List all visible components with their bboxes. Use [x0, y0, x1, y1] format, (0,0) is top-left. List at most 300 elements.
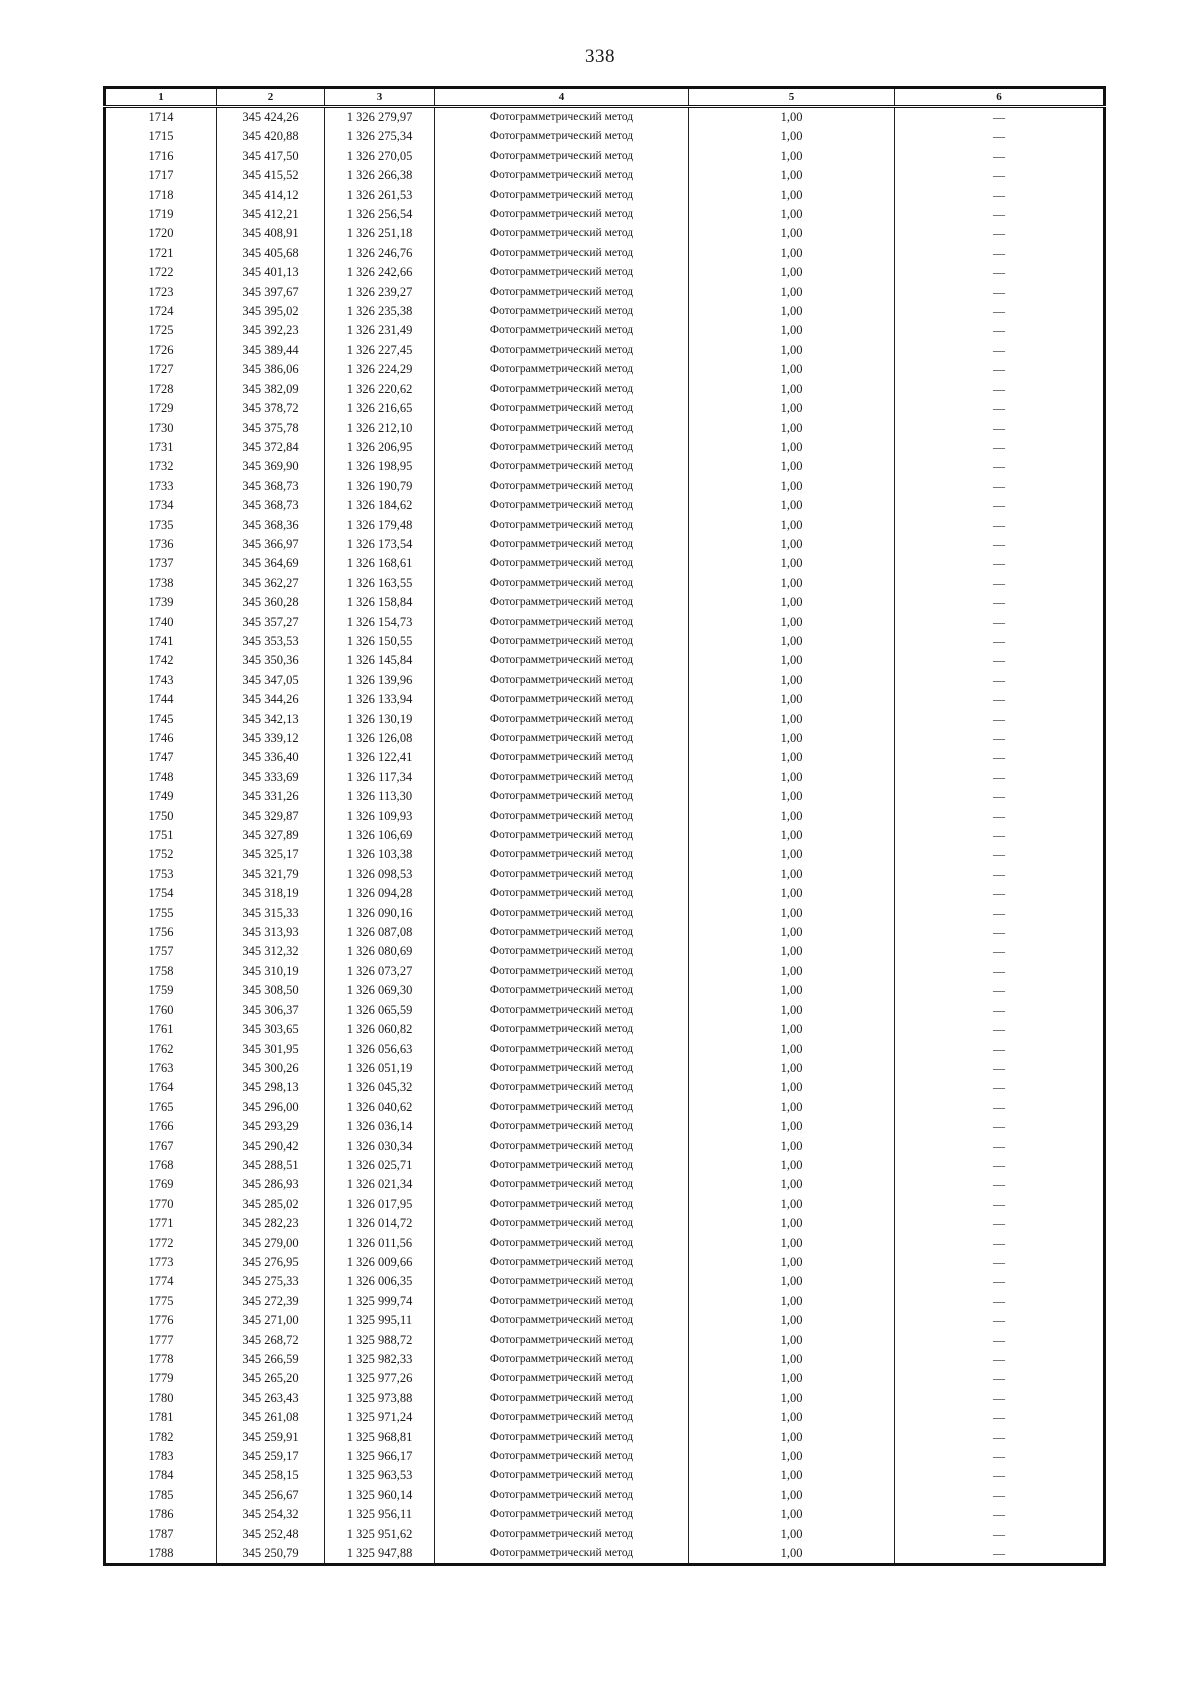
point-number-cell: 1787 [105, 1525, 217, 1544]
table-row [105, 380, 1105, 399]
description-cell: — [895, 438, 1105, 457]
x-coordinate-cell: 345 288,51 [217, 1156, 325, 1175]
description-cell: — [895, 205, 1105, 224]
x-coordinate-cell: 345 275,33 [217, 1272, 325, 1291]
column-header-4: 4 [435, 88, 689, 107]
x-coordinate-cell: 345 401,13 [217, 263, 325, 282]
table-row [105, 1466, 1105, 1485]
table-row [105, 1292, 1105, 1311]
accuracy-cell: 1,00 [689, 1098, 895, 1117]
point-number-cell: 1737 [105, 554, 217, 573]
table-row [105, 865, 1105, 884]
method-cell: Фотограмметрический метод [435, 302, 689, 321]
accuracy-cell: 1,00 [689, 1156, 895, 1175]
method-cell: Фотограмметрический метод [435, 1486, 689, 1505]
method-cell: Фотограмметрический метод [435, 1156, 689, 1175]
description-cell: — [895, 496, 1105, 515]
x-coordinate-cell: 345 285,02 [217, 1195, 325, 1214]
description-cell: — [895, 1505, 1105, 1524]
y-coordinate-cell: 1 326 009,66 [325, 1253, 435, 1272]
y-coordinate-cell: 1 326 133,94 [325, 690, 435, 709]
description-cell: — [895, 1020, 1105, 1039]
point-number-cell: 1774 [105, 1272, 217, 1291]
description-cell: — [895, 884, 1105, 903]
table-row [105, 1525, 1105, 1544]
accuracy-cell: 1,00 [689, 1311, 895, 1330]
method-cell: Фотограмметрический метод [435, 438, 689, 457]
y-coordinate-cell: 1 325 999,74 [325, 1292, 435, 1311]
accuracy-cell: 1,00 [689, 845, 895, 864]
x-coordinate-cell: 345 300,26 [217, 1059, 325, 1078]
description-cell: — [895, 380, 1105, 399]
y-coordinate-cell: 1 325 988,72 [325, 1331, 435, 1350]
accuracy-cell: 1,00 [689, 107, 895, 128]
description-cell: — [895, 283, 1105, 302]
point-number-cell: 1719 [105, 205, 217, 224]
x-coordinate-cell: 345 417,50 [217, 147, 325, 166]
accuracy-cell: 1,00 [689, 865, 895, 884]
x-coordinate-cell: 345 347,05 [217, 671, 325, 690]
y-coordinate-cell: 1 325 973,88 [325, 1389, 435, 1408]
y-coordinate-cell: 1 326 246,76 [325, 244, 435, 263]
x-coordinate-cell: 345 382,09 [217, 380, 325, 399]
x-coordinate-cell: 345 293,29 [217, 1117, 325, 1136]
table-row [105, 1389, 1105, 1408]
y-coordinate-cell: 1 326 261,53 [325, 186, 435, 205]
method-cell: Фотограмметрический метод [435, 981, 689, 1000]
x-coordinate-cell: 345 296,00 [217, 1098, 325, 1117]
table-row [105, 1428, 1105, 1447]
description-cell: — [895, 1001, 1105, 1020]
accuracy-cell: 1,00 [689, 1195, 895, 1214]
method-cell: Фотограмметрический метод [435, 496, 689, 515]
table-row [105, 671, 1105, 690]
description-cell: — [895, 1137, 1105, 1156]
method-cell: Фотограмметрический метод [435, 224, 689, 243]
table-row [105, 516, 1105, 535]
x-coordinate-cell: 345 313,93 [217, 923, 325, 942]
accuracy-cell: 1,00 [689, 1059, 895, 1078]
table-row [105, 1078, 1105, 1097]
x-coordinate-cell: 345 329,87 [217, 807, 325, 826]
point-number-cell: 1731 [105, 438, 217, 457]
description-cell: — [895, 321, 1105, 340]
table-row [105, 574, 1105, 593]
y-coordinate-cell: 1 326 025,71 [325, 1156, 435, 1175]
accuracy-cell: 1,00 [689, 1544, 895, 1565]
y-coordinate-cell: 1 326 163,55 [325, 574, 435, 593]
table-row [105, 981, 1105, 1000]
x-coordinate-cell: 345 395,02 [217, 302, 325, 321]
accuracy-cell: 1,00 [689, 904, 895, 923]
accuracy-cell: 1,00 [689, 923, 895, 942]
description-cell: — [895, 729, 1105, 748]
accuracy-cell: 1,00 [689, 1040, 895, 1059]
point-number-cell: 1771 [105, 1214, 217, 1233]
x-coordinate-cell: 345 353,53 [217, 632, 325, 651]
point-number-cell: 1718 [105, 186, 217, 205]
point-number-cell: 1730 [105, 419, 217, 438]
x-coordinate-cell: 345 272,39 [217, 1292, 325, 1311]
x-coordinate-cell: 345 368,73 [217, 496, 325, 515]
table-row [105, 1175, 1105, 1194]
method-cell: Фотограмметрический метод [435, 186, 689, 205]
y-coordinate-cell: 1 326 275,34 [325, 127, 435, 146]
point-number-cell: 1770 [105, 1195, 217, 1214]
point-number-cell: 1772 [105, 1234, 217, 1253]
accuracy-cell: 1,00 [689, 399, 895, 418]
x-coordinate-cell: 345 268,72 [217, 1331, 325, 1350]
method-cell: Фотограмметрический метод [435, 107, 689, 128]
description-cell: — [895, 1234, 1105, 1253]
accuracy-cell: 1,00 [689, 496, 895, 515]
x-coordinate-cell: 345 254,32 [217, 1505, 325, 1524]
point-number-cell: 1773 [105, 1253, 217, 1272]
description-cell: — [895, 1078, 1105, 1097]
y-coordinate-cell: 1 326 227,45 [325, 341, 435, 360]
x-coordinate-cell: 345 424,26 [217, 107, 325, 128]
method-cell: Фотограмметрический метод [435, 865, 689, 884]
table-row [105, 554, 1105, 573]
point-number-cell: 1739 [105, 593, 217, 612]
x-coordinate-cell: 345 420,88 [217, 127, 325, 146]
method-cell: Фотограмметрический метод [435, 1214, 689, 1233]
point-number-cell: 1735 [105, 516, 217, 535]
x-coordinate-cell: 345 331,26 [217, 787, 325, 806]
x-coordinate-cell: 345 378,72 [217, 399, 325, 418]
y-coordinate-cell: 1 326 065,59 [325, 1001, 435, 1020]
method-cell: Фотограмметрический метод [435, 1408, 689, 1427]
point-number-cell: 1726 [105, 341, 217, 360]
method-cell: Фотограмметрический метод [435, 1098, 689, 1117]
method-cell: Фотограмметрический метод [435, 1234, 689, 1253]
x-coordinate-cell: 345 360,28 [217, 593, 325, 612]
accuracy-cell: 1,00 [689, 729, 895, 748]
y-coordinate-cell: 1 326 045,32 [325, 1078, 435, 1097]
x-coordinate-cell: 345 327,89 [217, 826, 325, 845]
point-number-cell: 1778 [105, 1350, 217, 1369]
x-coordinate-cell: 345 276,95 [217, 1253, 325, 1272]
x-coordinate-cell: 345 392,23 [217, 321, 325, 340]
description-cell: — [895, 1040, 1105, 1059]
description-cell: — [895, 593, 1105, 612]
x-coordinate-cell: 345 397,67 [217, 283, 325, 302]
method-cell: Фотограмметрический метод [435, 690, 689, 709]
description-cell: — [895, 710, 1105, 729]
method-cell: Фотограмметрический метод [435, 1001, 689, 1020]
y-coordinate-cell: 1 326 017,95 [325, 1195, 435, 1214]
method-cell: Фотограмметрический метод [435, 1195, 689, 1214]
accuracy-cell: 1,00 [689, 1175, 895, 1194]
table-row [105, 768, 1105, 787]
x-coordinate-cell: 345 412,21 [217, 205, 325, 224]
method-cell: Фотограмметрический метод [435, 1137, 689, 1156]
accuracy-cell: 1,00 [689, 787, 895, 806]
method-cell: Фотограмметрический метод [435, 807, 689, 826]
point-number-cell: 1769 [105, 1175, 217, 1194]
accuracy-cell: 1,00 [689, 321, 895, 340]
column-header-2: 2 [217, 88, 325, 107]
x-coordinate-cell: 345 290,42 [217, 1137, 325, 1156]
x-coordinate-cell: 345 303,65 [217, 1020, 325, 1039]
table-row [105, 1331, 1105, 1350]
method-cell: Фотограмметрический метод [435, 1466, 689, 1485]
x-coordinate-cell: 345 250,79 [217, 1544, 325, 1565]
method-cell: Фотограмметрический метод [435, 263, 689, 282]
accuracy-cell: 1,00 [689, 1001, 895, 1020]
table-row [105, 807, 1105, 826]
accuracy-cell: 1,00 [689, 1292, 895, 1311]
table-row [105, 690, 1105, 709]
point-number-cell: 1742 [105, 651, 217, 670]
y-coordinate-cell: 1 326 011,56 [325, 1234, 435, 1253]
point-number-cell: 1746 [105, 729, 217, 748]
method-cell: Фотограмметрический метод [435, 1505, 689, 1524]
point-number-cell: 1749 [105, 787, 217, 806]
method-cell: Фотограмметрический метод [435, 845, 689, 864]
y-coordinate-cell: 1 325 956,11 [325, 1505, 435, 1524]
accuracy-cell: 1,00 [689, 826, 895, 845]
table-header [105, 88, 1105, 107]
method-cell: Фотограмметрический метод [435, 127, 689, 146]
accuracy-cell: 1,00 [689, 302, 895, 321]
method-cell: Фотограмметрический метод [435, 1253, 689, 1272]
description-cell: — [895, 1311, 1105, 1330]
accuracy-cell: 1,00 [689, 1369, 895, 1388]
method-cell: Фотограмметрический метод [435, 1078, 689, 1097]
accuracy-cell: 1,00 [689, 1234, 895, 1253]
table-row [105, 496, 1105, 515]
table-row [105, 1505, 1105, 1524]
method-cell: Фотограмметрический метод [435, 651, 689, 670]
table-row [105, 1486, 1105, 1505]
description-cell: — [895, 477, 1105, 496]
y-coordinate-cell: 1 326 036,14 [325, 1117, 435, 1136]
point-number-cell: 1734 [105, 496, 217, 515]
point-number-cell: 1760 [105, 1001, 217, 1020]
y-coordinate-cell: 1 326 212,10 [325, 419, 435, 438]
description-cell: — [895, 1292, 1105, 1311]
method-cell: Фотограмметрический метод [435, 904, 689, 923]
method-cell: Фотограмметрический метод [435, 1059, 689, 1078]
y-coordinate-cell: 1 325 960,14 [325, 1486, 435, 1505]
x-coordinate-cell: 345 318,19 [217, 884, 325, 903]
x-coordinate-cell: 345 263,43 [217, 1389, 325, 1408]
accuracy-cell: 1,00 [689, 535, 895, 554]
table-row [105, 1234, 1105, 1253]
accuracy-cell: 1,00 [689, 710, 895, 729]
accuracy-cell: 1,00 [689, 1447, 895, 1466]
method-cell: Фотограмметрический метод [435, 1117, 689, 1136]
description-cell: — [895, 865, 1105, 884]
accuracy-cell: 1,00 [689, 554, 895, 573]
method-cell: Фотограмметрический метод [435, 671, 689, 690]
table-row [105, 302, 1105, 321]
y-coordinate-cell: 1 325 947,88 [325, 1544, 435, 1565]
point-number-cell: 1738 [105, 574, 217, 593]
method-cell: Фотограмметрический метод [435, 419, 689, 438]
point-number-cell: 1783 [105, 1447, 217, 1466]
table-row [105, 651, 1105, 670]
method-cell: Фотограмметрический метод [435, 360, 689, 379]
description-cell: — [895, 1098, 1105, 1117]
y-coordinate-cell: 1 326 206,95 [325, 438, 435, 457]
column-header-1: 1 [105, 88, 217, 107]
description-cell: — [895, 263, 1105, 282]
method-cell: Фотограмметрический метод [435, 341, 689, 360]
x-coordinate-cell: 345 315,33 [217, 904, 325, 923]
accuracy-cell: 1,00 [689, 1505, 895, 1524]
accuracy-cell: 1,00 [689, 1078, 895, 1097]
y-coordinate-cell: 1 326 117,34 [325, 768, 435, 787]
method-cell: Фотограмметрический метод [435, 1389, 689, 1408]
table-row [105, 419, 1105, 438]
accuracy-cell: 1,00 [689, 748, 895, 767]
description-cell: — [895, 942, 1105, 961]
accuracy-cell: 1,00 [689, 1389, 895, 1408]
description-cell: — [895, 1466, 1105, 1485]
table-row [105, 341, 1105, 360]
y-coordinate-cell: 1 326 242,66 [325, 263, 435, 282]
x-coordinate-cell: 345 265,20 [217, 1369, 325, 1388]
y-coordinate-cell: 1 325 977,26 [325, 1369, 435, 1388]
accuracy-cell: 1,00 [689, 1253, 895, 1272]
y-coordinate-cell: 1 326 106,69 [325, 826, 435, 845]
table-row [105, 1001, 1105, 1020]
x-coordinate-cell: 345 258,15 [217, 1466, 325, 1485]
y-coordinate-cell: 1 326 150,55 [325, 632, 435, 651]
description-cell: — [895, 1156, 1105, 1175]
description-cell: — [895, 1525, 1105, 1544]
accuracy-cell: 1,00 [689, 186, 895, 205]
method-cell: Фотограмметрический метод [435, 1447, 689, 1466]
accuracy-cell: 1,00 [689, 341, 895, 360]
y-coordinate-cell: 1 326 184,62 [325, 496, 435, 515]
point-number-cell: 1720 [105, 224, 217, 243]
x-coordinate-cell: 345 333,69 [217, 768, 325, 787]
table-row [105, 127, 1105, 146]
x-coordinate-cell: 345 389,44 [217, 341, 325, 360]
description-cell: — [895, 1117, 1105, 1136]
x-coordinate-cell: 345 414,12 [217, 186, 325, 205]
accuracy-cell: 1,00 [689, 1486, 895, 1505]
accuracy-cell: 1,00 [689, 768, 895, 787]
method-cell: Фотограмметрический метод [435, 1331, 689, 1350]
description-cell: — [895, 1195, 1105, 1214]
y-coordinate-cell: 1 326 073,27 [325, 962, 435, 981]
accuracy-cell: 1,00 [689, 1350, 895, 1369]
description-cell: — [895, 1331, 1105, 1350]
y-coordinate-cell: 1 326 113,30 [325, 787, 435, 806]
table-row [105, 845, 1105, 864]
description-cell: — [895, 1175, 1105, 1194]
point-number-cell: 1762 [105, 1040, 217, 1059]
y-coordinate-cell: 1 325 971,24 [325, 1408, 435, 1427]
table-row [105, 904, 1105, 923]
point-number-cell: 1754 [105, 884, 217, 903]
accuracy-cell: 1,00 [689, 127, 895, 146]
x-coordinate-cell: 345 312,32 [217, 942, 325, 961]
method-cell: Фотограмметрический метод [435, 826, 689, 845]
description-cell: — [895, 244, 1105, 263]
point-number-cell: 1767 [105, 1137, 217, 1156]
accuracy-cell: 1,00 [689, 593, 895, 612]
point-number-cell: 1745 [105, 710, 217, 729]
header-row [105, 88, 1105, 107]
accuracy-cell: 1,00 [689, 166, 895, 185]
table-row [105, 1137, 1105, 1156]
table-row [105, 438, 1105, 457]
method-cell: Фотограмметрический метод [435, 613, 689, 632]
accuracy-cell: 1,00 [689, 438, 895, 457]
point-number-cell: 1740 [105, 613, 217, 632]
point-number-cell: 1752 [105, 845, 217, 864]
accuracy-cell: 1,00 [689, 283, 895, 302]
method-cell: Фотограмметрический метод [435, 574, 689, 593]
point-number-cell: 1785 [105, 1486, 217, 1505]
table-row [105, 729, 1105, 748]
method-cell: Фотограмметрический метод [435, 321, 689, 340]
method-cell: Фотограмметрический метод [435, 244, 689, 263]
accuracy-cell: 1,00 [689, 224, 895, 243]
point-number-cell: 1775 [105, 1292, 217, 1311]
method-cell: Фотограмметрический метод [435, 1020, 689, 1039]
description-cell: — [895, 613, 1105, 632]
point-number-cell: 1748 [105, 768, 217, 787]
table-row [105, 147, 1105, 166]
accuracy-cell: 1,00 [689, 1020, 895, 1039]
accuracy-cell: 1,00 [689, 651, 895, 670]
x-coordinate-cell: 345 369,90 [217, 457, 325, 476]
method-cell: Фотограмметрический метод [435, 554, 689, 573]
accuracy-cell: 1,00 [689, 1272, 895, 1291]
method-cell: Фотограмметрический метод [435, 593, 689, 612]
y-coordinate-cell: 1 326 190,79 [325, 477, 435, 496]
y-coordinate-cell: 1 326 126,08 [325, 729, 435, 748]
table-row [105, 1408, 1105, 1427]
description-cell: — [895, 457, 1105, 476]
table-row [105, 923, 1105, 942]
table-row [105, 477, 1105, 496]
accuracy-cell: 1,00 [689, 457, 895, 476]
point-number-cell: 1716 [105, 147, 217, 166]
x-coordinate-cell: 345 368,73 [217, 477, 325, 496]
description-cell: — [895, 1544, 1105, 1565]
x-coordinate-cell: 345 266,59 [217, 1350, 325, 1369]
accuracy-cell: 1,00 [689, 1117, 895, 1136]
point-number-cell: 1780 [105, 1389, 217, 1408]
y-coordinate-cell: 1 326 069,30 [325, 981, 435, 1000]
page-number: 338 [585, 46, 615, 67]
table-row [105, 205, 1105, 224]
point-number-cell: 1722 [105, 263, 217, 282]
description-cell: — [895, 1253, 1105, 1272]
y-coordinate-cell: 1 326 014,72 [325, 1214, 435, 1233]
point-number-cell: 1784 [105, 1466, 217, 1485]
description-cell: — [895, 807, 1105, 826]
x-coordinate-cell: 345 279,00 [217, 1234, 325, 1253]
x-coordinate-cell: 345 308,50 [217, 981, 325, 1000]
method-cell: Фотограмметрический метод [435, 1350, 689, 1369]
point-number-cell: 1756 [105, 923, 217, 942]
description-cell: — [895, 826, 1105, 845]
description-cell: — [895, 1447, 1105, 1466]
point-number-cell: 1761 [105, 1020, 217, 1039]
method-cell: Фотограмметрический метод [435, 1040, 689, 1059]
x-coordinate-cell: 345 286,93 [217, 1175, 325, 1194]
accuracy-cell: 1,00 [689, 962, 895, 981]
y-coordinate-cell: 1 326 109,93 [325, 807, 435, 826]
